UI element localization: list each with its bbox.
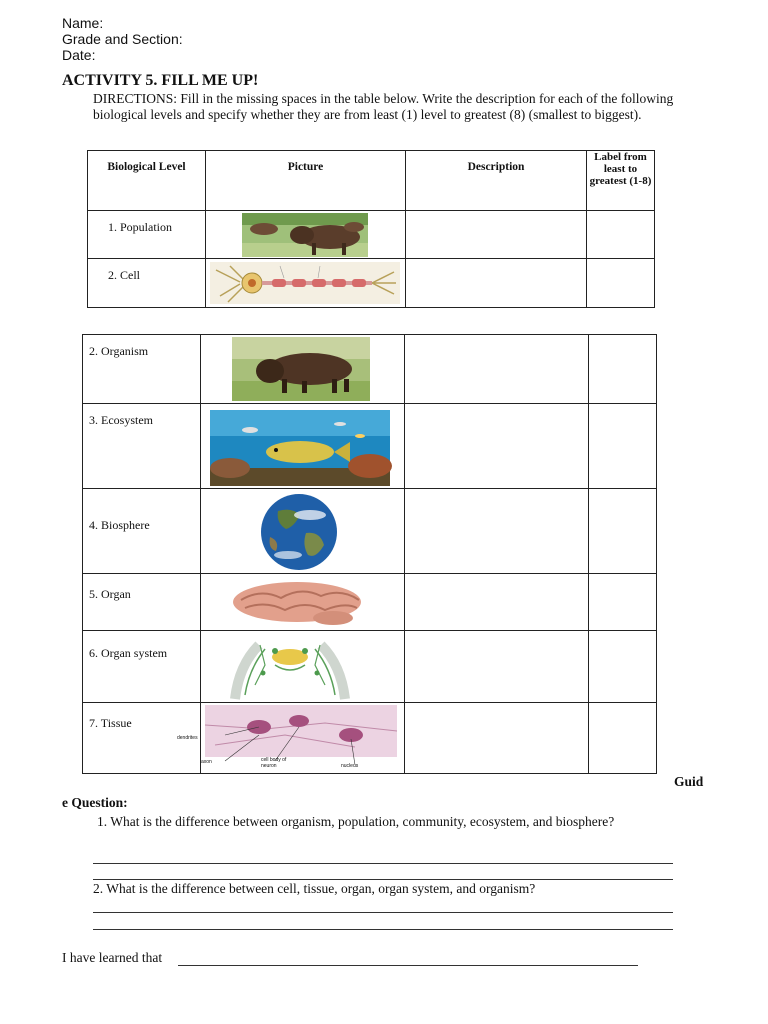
description-cell[interactable] — [406, 211, 587, 259]
tissue-label-cell-body: cell body of neuron — [261, 757, 287, 769]
levels-table-bottom — [82, 334, 657, 774]
label-cell[interactable] — [589, 335, 657, 404]
activity-title: ACTIVITY 5. FILL ME UP! — [62, 72, 259, 89]
description-cell[interactable] — [405, 404, 589, 489]
table-row — [88, 259, 655, 308]
brain-image — [231, 580, 367, 626]
table-row — [83, 335, 657, 404]
table-row — [83, 404, 657, 489]
lymphatic-system-image — [215, 635, 365, 699]
learned-prompt: I have learned that — [62, 950, 163, 965]
question-2: 2. What is the difference between cell, tissue, organ, organ system, and organism? — [93, 881, 536, 896]
label-cell[interactable] — [587, 259, 655, 308]
level-label: 4. Biosphere — [83, 489, 201, 574]
picture-cell — [206, 211, 406, 259]
date-label: Date: — [62, 47, 96, 63]
answer-line[interactable] — [93, 912, 673, 913]
description-cell[interactable] — [405, 335, 589, 404]
guide-heading-part2: e Question: — [62, 795, 128, 810]
guide-heading-part1: Guid — [674, 774, 704, 789]
answer-line[interactable] — [93, 929, 673, 930]
level-label: 5. Organ — [83, 574, 201, 631]
picture-cell — [201, 574, 405, 631]
directions-text: DIRECTIONS: Fill in the missing spaces in the table below. Write the description for each of the following biological levels and specify whether they are from least (1) level to greatest (8) (smallest to biggest). — [93, 91, 674, 122]
tissue-label-dendrites: dendrites — [177, 735, 198, 741]
header-description: Description — [406, 151, 587, 211]
level-label: 6. Organ system — [83, 631, 201, 703]
header-picture: Picture — [206, 151, 406, 211]
levels-table-top — [87, 150, 655, 308]
table-row — [83, 703, 657, 774]
table-row — [83, 489, 657, 574]
description-cell[interactable] — [405, 574, 589, 631]
question-1: 1. What is the difference between organism, population, community, ecosystem, and biosphere? — [97, 814, 615, 829]
neuron-cell-image — [210, 262, 400, 304]
level-label: 2. Cell — [88, 259, 206, 308]
divider — [90, 630, 154, 631]
bison-herd-image — [242, 213, 368, 257]
picture-cell — [177, 703, 405, 774]
picture-cell — [201, 404, 405, 489]
description-cell[interactable] — [406, 259, 587, 308]
nerve-tissue-image — [177, 705, 397, 771]
description-cell[interactable] — [405, 631, 589, 703]
picture-cell — [201, 335, 405, 404]
table-row — [83, 631, 657, 703]
header-biological-level: Biological Level — [88, 151, 206, 211]
table-row — [83, 574, 657, 631]
label-cell[interactable] — [589, 631, 657, 703]
label-cell[interactable] — [589, 574, 657, 631]
earth-globe-image — [240, 493, 358, 571]
tissue-label-axon: axon — [201, 759, 212, 765]
bison-image — [232, 337, 370, 401]
header-label: Label from least to greatest (1-8) — [587, 151, 655, 211]
level-label: 1. Population — [88, 211, 206, 259]
answer-line[interactable] — [178, 965, 638, 966]
label-cell[interactable] — [589, 489, 657, 574]
answer-line[interactable] — [93, 863, 673, 864]
label-cell[interactable] — [589, 404, 657, 489]
level-label: 3. Ecosystem — [83, 404, 201, 489]
description-cell[interactable] — [405, 703, 589, 774]
grade-section-label: Grade and Section: — [62, 31, 183, 47]
picture-cell — [206, 259, 406, 308]
picture-cell — [201, 489, 405, 574]
level-label: 7. Tissue — [83, 703, 201, 774]
tissue-label-nucleus: nucleus — [341, 763, 359, 769]
coral-reef-fish-image — [210, 410, 390, 486]
name-label: Name: — [62, 15, 104, 31]
description-cell[interactable] — [405, 489, 589, 574]
picture-cell — [201, 631, 405, 703]
label-cell[interactable] — [589, 703, 657, 774]
table-row — [88, 211, 655, 259]
level-label: 2. Organism — [83, 335, 201, 404]
label-cell[interactable] — [587, 211, 655, 259]
